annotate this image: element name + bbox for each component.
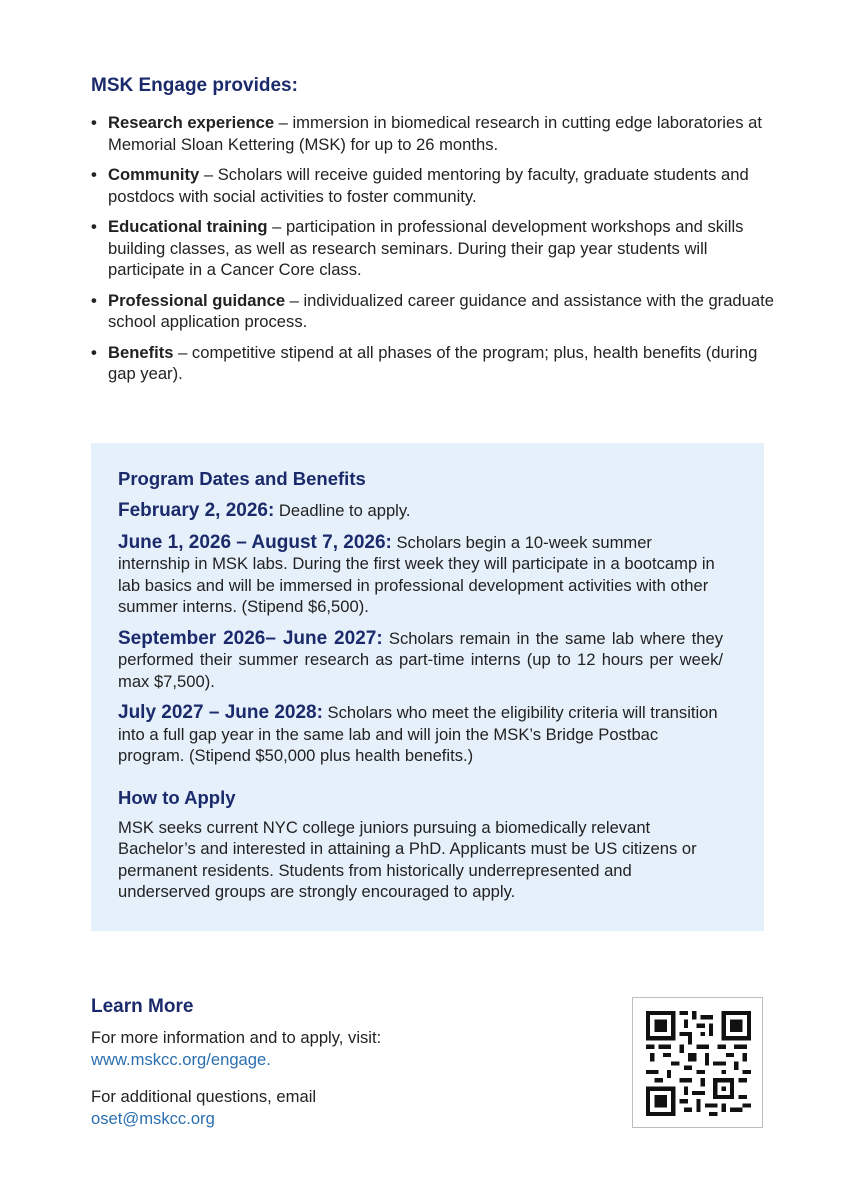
program-text: Scholars who meet the eligibility criteria will transition into a full gap year in the same lab and will join the MSK’s Bridge Postbac program. (Stipend $50,000 plus health benefits.) xyxy=(118,703,718,765)
learn-more-title: Learn More xyxy=(91,996,194,1017)
program-date: June 1, 2026 – August 7, 2026: xyxy=(118,531,392,553)
item-term: Research experience xyxy=(108,113,275,132)
program-text: Deadline to apply. xyxy=(274,501,411,520)
item-text: – immersion in biomedical research in cutting edge laboratories at Memorial Sloan Kettering (MSK) for up to 26 months. xyxy=(108,113,762,154)
program-entry xyxy=(118,532,723,618)
list-item xyxy=(91,112,781,155)
list-item xyxy=(91,164,781,207)
item-text: – participation in professional development workshops and skills building classes, as well as research seminars. During their gap year students will participate in a Cancer Core class. xyxy=(108,217,744,279)
list-item xyxy=(91,290,781,333)
visit-link[interactable]: www.mskcc.org/engage. xyxy=(91,1050,271,1069)
howto-text: MSK seeks current NYC college juniors pursuing a biomedically relevant Bachelor’s and interested in attaining a PhD. Applicants must be US citizens or permanent residents. Students from historically underrepresented and underserved groups are strongly encouraged to apply. xyxy=(118,817,697,901)
item-term: Educational training xyxy=(108,217,268,236)
visit-text: For more information and to apply, visit: xyxy=(91,1028,382,1047)
item-text: – competitive stipend at all phases of the program; plus, health benefits (during gap year). xyxy=(108,342,758,383)
bullet-icon: • xyxy=(91,290,97,310)
bullet-icon: • xyxy=(91,165,97,184)
bullet-icon: • xyxy=(91,342,97,362)
list-item xyxy=(91,342,781,385)
qr-code-icon xyxy=(646,1011,751,1116)
bullet-icon: • xyxy=(91,113,97,132)
email-link[interactable]: oset@mskcc.org xyxy=(91,1109,215,1128)
bullet-icon: • xyxy=(91,217,97,236)
program-date: July 2027 – June 2028: xyxy=(118,702,323,723)
learn-more-section xyxy=(91,996,511,1130)
item-term: Benefits xyxy=(108,342,174,362)
program-entry xyxy=(118,500,723,522)
features-list xyxy=(91,112,781,394)
program-text: Scholars remain in the same lab where they performed their summer research as part-time interns (up to 12 hours per week/ max $7,500). xyxy=(118,628,723,691)
program-entry xyxy=(118,702,723,767)
program-entry xyxy=(118,628,723,693)
program-date: September 2026– June 2027: xyxy=(118,627,383,649)
program-date: February 2, 2026: xyxy=(118,500,275,521)
list-item xyxy=(91,216,781,281)
email-text: For additional questions, email xyxy=(91,1087,317,1106)
item-term: Community xyxy=(108,165,200,184)
program-text: Scholars begin a 10-week summer internship in MSK labs. During the first week they will participate in a bootcamp in lab basics and will be immersed in professional development activities with other summer interns. (Stipend $6,500). xyxy=(118,532,715,616)
howto-title: How to Apply xyxy=(118,786,236,808)
program-title: Program Dates and Benefits xyxy=(118,468,366,489)
qr-code[interactable] xyxy=(632,997,763,1128)
item-text: – Scholars will receive guided mentoring by faculty, graduate students and postdocs with social activities to foster community. xyxy=(108,165,749,206)
item-text: – individualized career guidance and assistance with the graduate school application process. xyxy=(108,290,774,331)
item-term: Professional guidance xyxy=(108,290,286,310)
provides-title: MSK Engage provides: xyxy=(91,75,298,96)
program-panel xyxy=(91,443,764,931)
